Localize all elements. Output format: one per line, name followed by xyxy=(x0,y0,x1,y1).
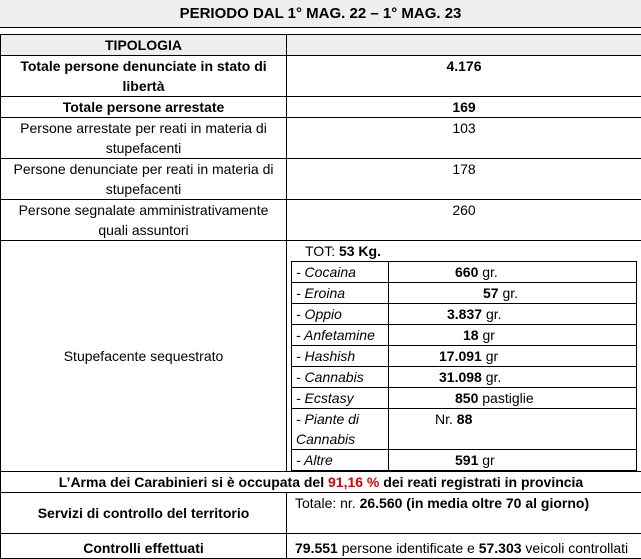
drug-unit: gr xyxy=(482,327,494,343)
row-label: Persone denunciate per reati in materia di stupefacenti xyxy=(1,159,287,200)
controls-persons: 79.551 xyxy=(295,540,338,556)
drug-amount-cell xyxy=(389,325,637,346)
drug-amount: 17.091 xyxy=(439,348,482,364)
row-label: Persone segnalate amministrativamente quali assuntori xyxy=(1,200,287,241)
drug-amount-cell xyxy=(389,409,637,450)
drug-amount: 57 xyxy=(483,285,499,301)
carabinieri-statement xyxy=(1,472,641,493)
carabinieri-row xyxy=(1,472,641,493)
seized-row xyxy=(1,241,641,472)
row-label: Totale persone arrestate xyxy=(1,97,287,118)
row-value: 4.176 xyxy=(287,56,641,97)
controls-label: Controlli effettuati xyxy=(1,534,287,559)
drug-amount: 850 xyxy=(455,390,478,406)
table-row xyxy=(1,159,641,200)
list-item xyxy=(292,388,637,409)
services-prefix: Totale: nr. xyxy=(295,495,356,511)
drug-amount: 591 xyxy=(455,452,478,468)
drug-unit: gr. xyxy=(486,306,502,322)
row-value: 260 xyxy=(287,200,641,241)
drug-name: - Hashish xyxy=(292,346,389,367)
drug-amount: 31.098 xyxy=(439,369,482,385)
services-label: Servizi di controllo del territorio xyxy=(1,493,287,534)
row-label: Totale persone denunciate in stato di libertà xyxy=(1,56,287,97)
carabinieri-text-after: dei reati registrati in provincia xyxy=(383,474,583,490)
drug-name: - Ecstasy xyxy=(292,388,389,409)
drug-amount: 660 xyxy=(455,264,478,280)
table-header-row xyxy=(1,35,641,56)
row-value: 103 xyxy=(287,118,641,159)
controls-value-cell xyxy=(287,534,641,559)
list-item xyxy=(292,409,637,450)
drug-amount-cell xyxy=(389,346,637,367)
drug-amount: 88 xyxy=(457,411,473,427)
drug-amount-cell xyxy=(389,388,637,409)
drug-unit: gr. xyxy=(482,264,498,280)
services-value-cell xyxy=(287,493,641,534)
table-row xyxy=(1,56,641,97)
seized-details xyxy=(287,241,641,472)
drug-name: - Eroina xyxy=(292,283,389,304)
tipologia-header: TIPOLOGIA xyxy=(1,35,287,56)
statistics-table xyxy=(0,34,641,559)
list-item xyxy=(292,346,637,367)
drug-name: - Anfetamine xyxy=(292,325,389,346)
drug-amount-cell xyxy=(389,304,637,325)
table-row xyxy=(1,97,641,118)
list-item xyxy=(292,262,637,283)
drug-name: - Cannabis xyxy=(292,367,389,388)
list-item xyxy=(292,325,637,346)
drug-unit: gr xyxy=(482,452,494,468)
row-value: 169 xyxy=(287,97,641,118)
carabinieri-percent: 91,16 % xyxy=(328,474,379,490)
seized-label: Stupefacente sequestrato xyxy=(1,241,287,472)
drug-amount-cell xyxy=(389,450,637,471)
drug-name: - Oppio xyxy=(292,304,389,325)
controls-vehicles-text: veicoli controllati xyxy=(525,540,628,556)
row-label: Persone arrestate per reati in materia di stupefacenti xyxy=(1,118,287,159)
services-value: 26.560 (in media oltre 70 al giorno) xyxy=(360,495,590,511)
drug-amount-cell xyxy=(389,262,637,283)
drug-amount-cell xyxy=(389,283,637,304)
drug-amount-cell xyxy=(389,367,637,388)
seized-total-value: 53 Kg. xyxy=(339,243,381,259)
list-item xyxy=(292,304,637,325)
controls-row xyxy=(1,534,641,559)
drug-amount: 3.837 xyxy=(447,306,482,322)
drug-name: - Piante di Cannabis xyxy=(292,409,389,450)
drug-unit: pastiglie xyxy=(482,390,533,406)
drug-unit: gr xyxy=(486,348,498,364)
list-item xyxy=(292,367,637,388)
list-item xyxy=(292,283,637,304)
table-row xyxy=(1,118,641,159)
drug-amount: 18 xyxy=(463,327,479,343)
services-row xyxy=(1,493,641,534)
row-value: 178 xyxy=(287,159,641,200)
drug-name: - Altre xyxy=(292,450,389,471)
controls-vehicles: 57.303 xyxy=(479,540,522,556)
seized-total-prefix: TOT: xyxy=(305,243,335,259)
seized-total xyxy=(291,241,637,261)
header-empty-cell xyxy=(287,35,641,56)
table-row xyxy=(1,200,641,241)
list-item xyxy=(292,450,637,471)
controls-persons-text: persone identificate e xyxy=(342,540,475,556)
drug-unit: gr. xyxy=(502,285,518,301)
drug-name: - Cocaina xyxy=(292,262,389,283)
drug-unit: gr. xyxy=(486,369,502,385)
carabinieri-text-before: L’Arma dei Carabinieri si è occupata del xyxy=(59,474,324,490)
drug-prefix: Nr. xyxy=(435,411,453,427)
period-title: PERIODO DAL 1° MAG. 22 – 1° MAG. 23 xyxy=(0,0,641,28)
seized-items-table xyxy=(291,261,637,471)
